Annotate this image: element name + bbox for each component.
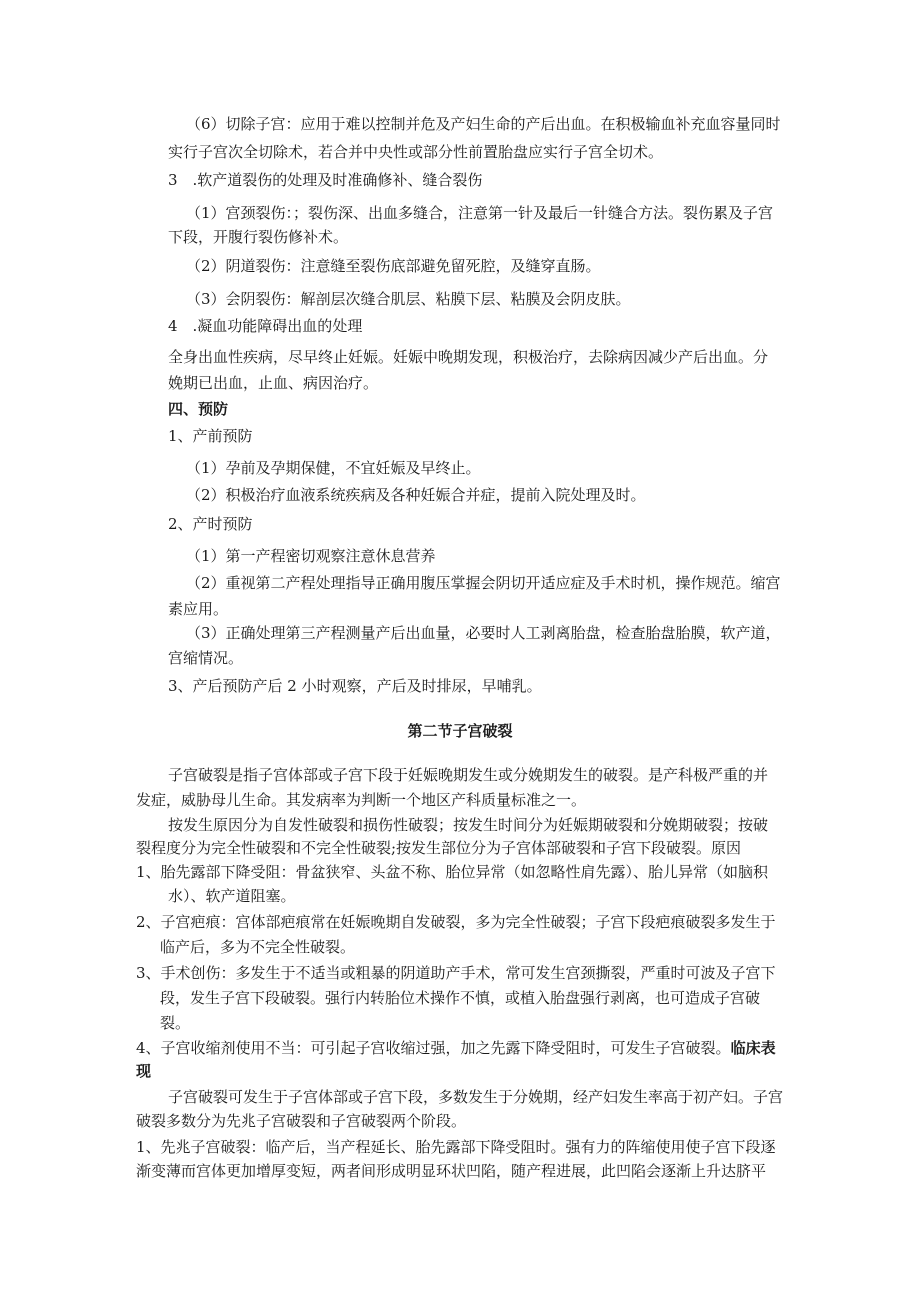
- line-16: （1）第一产程密切观察注意休息营养: [186, 547, 436, 565]
- line-17: （2）重视第二产程处理指导正确用腹压掌握会阴切开适应症及手术时机，操作规范。缩宫: [186, 574, 781, 592]
- line-3: 3 .软产道裂伤的处理及时准确修补、缝合裂伤: [168, 171, 483, 189]
- line-37: 破裂多数分为先兆子宫破裂和子宫破裂两个阶段。: [136, 1112, 467, 1130]
- line-4: （1）宫颈裂伤：；裂伤深、出血多缝合，注意第一针及最后一针缝合方法。裂伤累及子宫: [186, 204, 774, 222]
- line-14: （2）积极治疗血液系统疾病及各种妊娠合并症，提前入院处理及时。: [186, 486, 646, 504]
- line-9: 全身出血性疾病，尽早终止妊娠。妊娠中晚期发现，积极治疗，去除病因减少产后出血。分: [168, 348, 769, 366]
- line-20: 宫缩情况。: [168, 649, 244, 667]
- line-32: 段，发生子宫下段破裂。强行内转胎位术操作不慎，或植入胎盘强行剥离，也可造成子宫破: [160, 989, 761, 1007]
- line-19: （3）正确处理第三产程测量产后出血量，必要时人工剥离胎盘，检查胎盘胎膜，软产道，: [186, 624, 781, 642]
- line-34-heading: 临床表: [730, 1039, 776, 1057]
- section-heading-prevention: 四、预防: [168, 400, 229, 418]
- line-23: 子宫破裂是指子宫体部或子宫下段于妊娠晚期发生或分娩期发生的破裂。是产科极严重的并: [168, 766, 769, 784]
- line-2: 实行子宫次全切除术，若合并中央性或部分性前置胎盘应实行子宫全切术。: [168, 143, 664, 161]
- line-1: （6）切除子宫：应用于难以控制并危及产妇生命的产后出血。在积极输血补充血容量同时: [186, 115, 781, 133]
- line-31: 3、手术创伤：多发生于不适当或粗暴的阴道助产手术，常可发生宫颈撕裂，严重时可波及子宫下: [136, 964, 776, 982]
- line-30: 临产后，多为不完全性破裂。: [160, 938, 356, 956]
- line-28: 水）、软产道阻塞。: [168, 887, 296, 905]
- line-24: 发症，威胁母儿生命。其发病率为判断一个地区产科质量标准之一。: [136, 791, 587, 809]
- line-27: 1、胎先露部下降受阻：骨盆狭窄、头盆不称、胎位异常（如忽略性肩先露）、胎儿异常（如脑积: [136, 863, 769, 881]
- line-10: 娩期已出血，止血、病因治疗。: [168, 374, 379, 392]
- line-8: 4 .凝血功能障碍出血的处理: [168, 317, 363, 335]
- line-33: 裂。: [160, 1014, 191, 1032]
- line-29: 2、子宫疤痕：宫体部疤痕常在妊娠晚期自发破裂，多为完全性破裂；子宫下段疤痕破裂多发生于: [136, 913, 776, 931]
- line-25: 按发生原因分为自发性破裂和损伤性破裂；按发生时间分为妊娠期破裂和分娩期破裂；按破: [168, 816, 769, 834]
- line-34-text: 4、子宫收缩剂使用不当：可引起子宫收缩过强，加之先露下降受阻时，可发生子宫破裂。: [136, 1039, 731, 1057]
- line-15: 2、产时预防: [168, 515, 253, 533]
- line-13: （1）孕前及孕期保健，不宜妊娠及早终止。: [186, 459, 481, 477]
- line-12: 1、产前预防: [168, 427, 253, 445]
- line-6: （2）阴道裂伤：注意缝至裂伤底部避免留死腔，及缝穿直肠。: [186, 257, 601, 275]
- line-5: 下段，开腹行裂伤修补术。: [168, 228, 349, 246]
- line-38: 1、先兆子宫破裂：临产后，当产程延长、胎先露部下降受阻时。强有力的阵缩使用使子宫下段逐: [136, 1138, 776, 1156]
- line-36: 子宫破裂可发生于子宫体部或子宫下段，多数发生于分娩期，经产妇发生率高于初产妇。子宫: [168, 1088, 784, 1106]
- line-39: 渐变薄而宫体更加增厚变短，两者间形成明显环状凹陷，随产程进展，此凹陷会逐渐上升达脐平: [136, 1162, 767, 1180]
- line-35: 现: [136, 1062, 152, 1080]
- line-18: 素应用。: [168, 600, 229, 618]
- line-34: [136, 1038, 776, 1058]
- line-21: 3、产后预防产后 2 小时观察，产后及时排尿，早哺乳。: [168, 677, 542, 695]
- line-7: （3）会阴裂伤：解剖层次缝合肌层、粘膜下层、粘膜及会阴皮肤。: [186, 290, 631, 308]
- line-26: 裂程度分为完全性破裂和不完全性破裂;按发生部位分为子宫体部破裂和子宫下段破裂。原因: [136, 839, 742, 857]
- section-title: 第二节子宫破裂: [407, 722, 513, 740]
